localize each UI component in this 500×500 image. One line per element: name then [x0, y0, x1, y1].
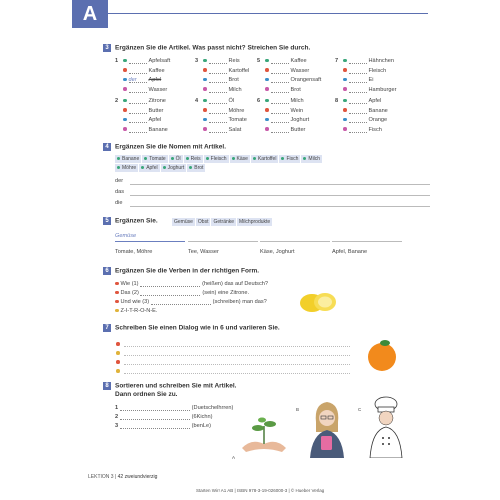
group-item [203, 117, 247, 123]
noun: Kaffee [148, 67, 165, 74]
noun-chip-label: Öl [175, 156, 181, 162]
group-item [343, 98, 381, 104]
gender-dot-icon [123, 108, 127, 112]
dialog-line [115, 281, 268, 287]
noun-chip-label: Fleisch [210, 156, 227, 162]
task-6-title: Ergänzen Sie die Verben in der richtigen Form. [115, 267, 260, 275]
article-blank[interactable] [209, 77, 227, 83]
chip-dot-icon [303, 157, 306, 160]
category-chip: Milchprodukte [239, 219, 271, 225]
article-blank[interactable] [209, 87, 227, 93]
label-a: A [232, 455, 236, 460]
group-item [203, 87, 242, 93]
chip-dot-icon [171, 157, 174, 160]
article-blank[interactable] [349, 58, 367, 64]
article-blank[interactable] [271, 68, 289, 74]
gender-dot-icon [203, 59, 207, 63]
noun-chip [115, 155, 141, 163]
group-item [343, 58, 394, 64]
group-item [123, 87, 167, 93]
task-4-number: 4 [103, 143, 111, 151]
noun: Zitrone [148, 98, 166, 104]
gender-dot-icon [203, 118, 207, 122]
teacher-image [302, 398, 352, 458]
noun-chip-label: Apfel [146, 165, 158, 171]
article-blank[interactable] [271, 77, 289, 83]
task-5-prefill: Gemüse [115, 233, 137, 239]
group-item [203, 108, 244, 114]
noun-chip-label: Brot [194, 165, 204, 171]
group-item [343, 87, 396, 93]
scrambled-word: (6Kichn) [191, 414, 213, 420]
noun: Apfel [148, 77, 162, 83]
article-die-line[interactable] [130, 206, 430, 207]
dialog-suffix: (sein) eine Zitrone. [202, 290, 250, 296]
noun: Milch [290, 98, 304, 104]
item-number: 2 [115, 414, 120, 420]
noun: Öl [228, 98, 235, 104]
task-6-heading [103, 267, 259, 275]
noun-chip [184, 155, 203, 163]
chip-dot-icon [117, 157, 120, 160]
footer-credit: Starten Wir! A1 AB | ISBN 978-3-19-026000-3 | © Hueber Verlag [196, 488, 325, 493]
gender-dot-icon [203, 87, 207, 91]
article-blank[interactable]: der [129, 77, 147, 83]
noun-chip-label: Joghurt [167, 165, 185, 171]
article-blank[interactable] [129, 108, 147, 114]
task-3-heading [103, 44, 310, 52]
speaker-icon [115, 309, 119, 313]
task-4-chips-row2 [115, 164, 206, 172]
dialog-text: Und wie (3) [120, 299, 151, 305]
article-das-line[interactable] [130, 195, 430, 196]
group-item [123, 58, 170, 64]
answer-blank[interactable] [120, 423, 190, 429]
group-item [343, 68, 386, 74]
gender-dot-icon [203, 99, 207, 103]
noun-chip [187, 164, 205, 172]
task-5-chips [172, 218, 273, 226]
gender-dot-icon [203, 108, 207, 112]
noun: Salat [228, 126, 242, 133]
chip-dot-icon [144, 157, 147, 160]
gender-dot-icon [265, 87, 269, 91]
article-blank[interactable] [129, 127, 147, 133]
noun-chip [301, 155, 322, 163]
noun-chip-label: Reis [190, 156, 201, 162]
noun: Orange [368, 117, 388, 123]
group-item [343, 117, 387, 123]
noun: Butter [290, 126, 306, 133]
plant-hands-image [238, 412, 290, 454]
noun: Apfel [368, 98, 382, 104]
category-chip: Gemüse [174, 219, 193, 225]
label-c: C [358, 407, 362, 412]
article-blank[interactable] [271, 127, 289, 133]
scrambled-word: (Duetschelhrren) [191, 405, 234, 411]
gender-dot-icon [265, 78, 269, 82]
dialog-text: Z-I-T-R-O-N-E. [120, 308, 158, 314]
chip-dot-icon [189, 166, 192, 169]
group-item [265, 127, 305, 133]
chip-dot-icon [232, 157, 235, 160]
noun: Kartoffel [228, 67, 250, 74]
group-item [123, 127, 168, 133]
dialog-line [115, 290, 249, 296]
noun: Banane [148, 126, 168, 133]
noun-chip [169, 155, 183, 163]
gender-dot-icon [203, 68, 207, 72]
page-number: 42 zweiundvierzig [117, 474, 158, 480]
gender-dot-icon [265, 59, 269, 63]
article-blank[interactable] [349, 127, 367, 133]
task-8-title: Sortieren und schreiben Sie mit Artikel. [115, 382, 237, 390]
lesson-label: LEKTION 3 [88, 474, 114, 480]
speaker-icon [116, 360, 120, 364]
article-blank[interactable] [129, 87, 147, 93]
task-3-title: Ergänzen Sie die Artikel. Was passt nicht? Streichen Sie durch. [115, 44, 311, 52]
noun: Hähnchen [368, 58, 395, 64]
gender-dot-icon [123, 78, 127, 82]
noun-chip-label: Kartoffel [257, 156, 277, 162]
example-3: Käse, Joghurt [260, 249, 295, 255]
article-blank[interactable] [271, 58, 289, 64]
article-blank[interactable] [209, 127, 227, 133]
noun-chip-label: Banane [122, 156, 140, 162]
group-item [265, 77, 321, 83]
group-item [203, 58, 240, 64]
noun: Orangensaft [290, 77, 322, 83]
category-chip: Obst [197, 219, 209, 225]
noun: Ei [368, 77, 374, 83]
footer-lesson: LEKTION 3 | 42 zweiundvierzig [88, 474, 158, 480]
noun-chip [142, 155, 167, 163]
gender-dot-icon [343, 68, 347, 72]
article-der-line[interactable] [130, 184, 430, 185]
scramble-item [115, 414, 213, 420]
group-number: 1 [115, 58, 119, 64]
group-item [123, 77, 161, 83]
article-blank[interactable] [349, 117, 367, 123]
col3-line[interactable] [260, 241, 330, 242]
noun: Wein [290, 107, 304, 114]
group-item [203, 77, 239, 83]
noun-chip-label: Milch [308, 156, 321, 162]
group-item [265, 98, 304, 104]
gender-dot-icon [123, 127, 127, 131]
gender-dot-icon [265, 118, 269, 122]
group-item [265, 58, 307, 64]
noun-chip [161, 164, 187, 172]
noun: Fisch [368, 126, 382, 133]
article-blank[interactable] [209, 58, 227, 64]
group-item [123, 68, 165, 74]
item-number: 3 [115, 423, 120, 429]
noun: Apfel [148, 117, 162, 123]
article-blank[interactable] [209, 98, 227, 104]
article-blank[interactable] [349, 77, 367, 83]
chip-dot-icon [141, 166, 144, 169]
gender-dot-icon [123, 68, 127, 72]
speaker-icon [116, 369, 120, 373]
task-4-heading [103, 143, 226, 151]
gender-dot-icon [343, 78, 347, 82]
scramble-item [115, 423, 211, 429]
scrambled-word: (benLe) [191, 423, 211, 429]
item-number: 1 [115, 405, 120, 411]
gender-dot-icon [203, 127, 207, 131]
noun-chip [204, 155, 229, 163]
gender-dot-icon [265, 99, 269, 103]
article-blank[interactable] [349, 68, 367, 74]
group-item [203, 98, 234, 104]
article-die: die [115, 200, 123, 206]
noun: Wasser [148, 86, 168, 93]
noun: Butter [148, 107, 164, 114]
noun-chip-label: Fisch [286, 156, 299, 162]
gender-dot-icon [343, 108, 347, 112]
example-4: Apfel, Banane [332, 249, 368, 255]
section-tab: A [72, 0, 108, 28]
col2-line[interactable] [188, 241, 258, 242]
gender-dot-icon [203, 78, 207, 82]
chip-dot-icon [163, 166, 166, 169]
group-number: 2 [115, 98, 119, 104]
noun: Brot [290, 86, 301, 93]
task-5-number: 5 [103, 217, 111, 225]
category-chip: Getränke [213, 219, 235, 225]
task-3-number: 3 [103, 44, 111, 52]
group-number: 5 [257, 58, 261, 64]
noun: Brot [228, 77, 239, 83]
header-rule [108, 13, 428, 14]
gender-dot-icon [265, 127, 269, 131]
group-number: 4 [195, 98, 199, 104]
noun: Joghurt [290, 117, 310, 123]
article-blank[interactable] [209, 117, 227, 123]
task-5-heading [103, 217, 158, 225]
article-das: das [115, 189, 125, 195]
group-item [265, 87, 301, 93]
group-item [343, 77, 373, 83]
gender-dot-icon [265, 68, 269, 72]
group-item [123, 108, 163, 114]
gender-dot-icon [123, 99, 127, 103]
group-item [265, 108, 303, 114]
col4-line[interactable] [332, 241, 402, 242]
col1-line[interactable] [115, 241, 185, 242]
noun: Wasser [290, 67, 310, 74]
task-7-title: Schreiben Sie einen Dialog wie in 6 und variieren Sie. [115, 324, 280, 332]
answer-blank[interactable] [120, 405, 190, 411]
noun-chip-label: Käse [236, 156, 248, 162]
lemon-image [298, 288, 340, 316]
noun-chip [251, 155, 279, 163]
dialog-text: Das (2) [120, 290, 141, 296]
noun-chip-label: Tomate [149, 156, 166, 162]
gender-dot-icon [123, 118, 127, 122]
task-7-number: 7 [103, 324, 111, 332]
chip-dot-icon [186, 157, 189, 160]
noun: Hamburger [368, 86, 397, 93]
chip-dot-icon [281, 157, 284, 160]
noun: Möhre [228, 107, 245, 114]
dialog-text: Wie (1) [120, 281, 141, 287]
article-blank[interactable] [129, 58, 147, 64]
noun-chip [230, 155, 250, 163]
task-6-number: 6 [103, 267, 111, 275]
group-item [123, 98, 166, 104]
noun-chip [139, 164, 159, 172]
dialog-answer-line[interactable] [124, 355, 350, 356]
article-blank[interactable] [349, 108, 367, 114]
group-item [203, 127, 241, 133]
article-blank[interactable] [129, 68, 147, 74]
noun: Tomate [228, 117, 247, 123]
speaker-icon [115, 282, 119, 286]
label-b: B [296, 407, 300, 412]
example-2: Tee, Wasser [188, 249, 219, 255]
group-number: 6 [257, 98, 261, 104]
article-blank[interactable] [129, 117, 147, 123]
article-blank[interactable] [209, 108, 227, 114]
speaker-icon [115, 300, 119, 304]
task-7-heading [103, 324, 280, 332]
group-item [343, 108, 388, 114]
task-8-number: 8 [103, 382, 111, 390]
noun: Fleisch [368, 67, 387, 74]
group-number: 8 [335, 98, 339, 104]
group-item [265, 68, 309, 74]
example-1: Tomate, Möhre [115, 249, 153, 255]
article-blank[interactable] [349, 87, 367, 93]
orange-image [365, 338, 399, 372]
speaker-icon [116, 342, 120, 346]
gender-dot-icon [343, 118, 347, 122]
task-5-title: Ergänzen Sie. [115, 217, 158, 225]
noun-chip [279, 155, 300, 163]
noun-chip-label: Möhre [122, 165, 137, 171]
speaker-icon [116, 351, 120, 355]
group-item [123, 117, 161, 123]
dialog-line [115, 299, 267, 305]
noun-chip [115, 164, 138, 172]
verb-blank[interactable] [140, 281, 200, 287]
article-blank[interactable] [271, 87, 289, 93]
noun: Milch [228, 86, 242, 93]
dialog-answer-line[interactable] [124, 373, 350, 374]
group-item [203, 68, 249, 74]
noun: Apfelsaft [148, 58, 171, 64]
article-blank[interactable] [349, 98, 367, 104]
gender-dot-icon [343, 87, 347, 91]
answer-blank[interactable] [120, 414, 190, 420]
gender-dot-icon [343, 99, 347, 103]
verb-blank[interactable] [140, 290, 200, 296]
article-blank[interactable] [129, 98, 147, 104]
group-item [265, 117, 309, 123]
gender-dot-icon [343, 59, 347, 63]
task-8-title-2: Dann ordnen Sie zu. [115, 391, 178, 398]
group-item [343, 127, 382, 133]
scramble-item [115, 405, 233, 411]
task-4-title: Ergänzen Sie die Nomen mit Artikel. [115, 143, 227, 151]
verb-blank[interactable] [151, 299, 211, 305]
group-number: 7 [335, 58, 339, 64]
chip-dot-icon [117, 166, 120, 169]
article-blank[interactable] [209, 68, 227, 74]
dialog-line [115, 308, 157, 314]
group-number: 3 [195, 58, 199, 64]
chef-image [366, 396, 406, 458]
task-8-heading [103, 382, 237, 390]
speaker-icon [115, 291, 119, 295]
noun: Banane [368, 107, 388, 114]
dialog-answer-line[interactable] [124, 364, 350, 365]
chip-dot-icon [206, 157, 209, 160]
noun: Reis [228, 58, 240, 64]
dialog-answer-line[interactable] [124, 346, 350, 347]
chip-dot-icon [253, 157, 256, 160]
noun: Kaffee [290, 58, 307, 64]
gender-dot-icon [265, 108, 269, 112]
dialog-suffix: (heißen) das auf Deutsch? [202, 281, 268, 287]
gender-dot-icon [343, 127, 347, 131]
article-der: der [115, 178, 124, 184]
article-blank[interactable] [271, 98, 289, 104]
gender-dot-icon [123, 59, 127, 63]
article-blank[interactable] [271, 117, 289, 123]
article-blank[interactable] [271, 108, 289, 114]
gender-dot-icon [123, 87, 127, 91]
dialog-suffix: (schreiben) man das? [212, 299, 267, 305]
task-4-chips-row1 [115, 155, 323, 163]
